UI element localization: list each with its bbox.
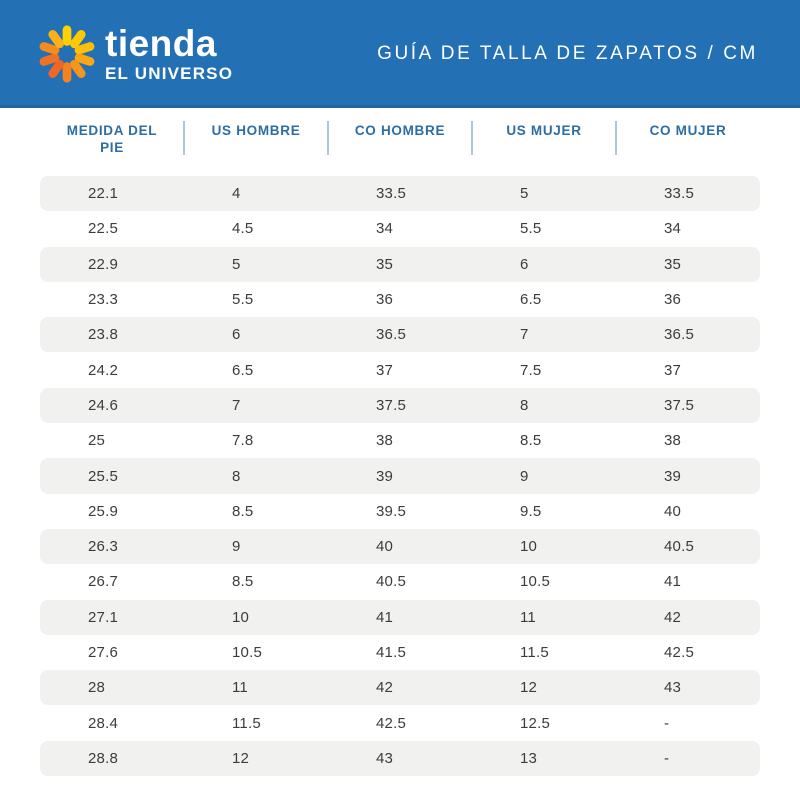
table-cell: 6 xyxy=(232,326,241,344)
table-row xyxy=(40,317,760,352)
table-cell: 4.5 xyxy=(232,220,254,238)
table-cell: 8 xyxy=(520,396,529,414)
table-cell: 8.5 xyxy=(232,502,254,520)
size-table xyxy=(0,108,800,776)
table-cell: 35 xyxy=(376,255,394,273)
table-cell: 25.5 xyxy=(88,467,118,485)
table-cell: 28.8 xyxy=(88,749,118,767)
table-cell: 22.9 xyxy=(88,255,118,273)
table-cell: 8.5 xyxy=(520,432,542,450)
table-cell: 7.5 xyxy=(520,361,542,379)
table-cell: 8.5 xyxy=(232,573,254,591)
table-cell: 27.1 xyxy=(88,608,118,626)
table-row xyxy=(40,494,760,529)
table-cell: 41.5 xyxy=(376,644,406,661)
table-row xyxy=(40,741,760,776)
table-row xyxy=(40,635,760,670)
table-row xyxy=(40,388,760,423)
table-cell: 10.5 xyxy=(232,644,262,661)
table-cell: 23.3 xyxy=(88,291,118,309)
table-cell: 37 xyxy=(664,361,682,379)
table-cell: 43 xyxy=(376,749,394,767)
table-cell: 28.4 xyxy=(88,714,118,732)
table-cell: 39 xyxy=(664,467,682,485)
table-row xyxy=(40,247,760,282)
brand-logo xyxy=(36,23,233,85)
table-cell: 5.5 xyxy=(232,291,254,309)
table-cell: 26.3 xyxy=(88,538,118,556)
table-cell: 40 xyxy=(376,538,394,556)
table-cell: 7 xyxy=(520,326,529,344)
table-cell: 24.6 xyxy=(88,396,118,414)
table-cell: 42 xyxy=(664,608,682,626)
table-cell: 36 xyxy=(664,291,682,309)
table-cell: 42 xyxy=(376,679,394,697)
table-cell: 12 xyxy=(232,749,250,767)
table-cell: - xyxy=(664,714,670,732)
table-cell: 9.5 xyxy=(520,502,542,520)
table-cell: 27.6 xyxy=(88,644,118,661)
table-cell: 22.1 xyxy=(88,185,118,203)
column-header-us-mujer: US MUJER xyxy=(472,120,616,160)
table-cell: 26.7 xyxy=(88,573,118,591)
table-cell: 40.5 xyxy=(664,538,694,556)
table-cell: 22.5 xyxy=(88,220,118,238)
table-row xyxy=(40,705,760,740)
table-cell: 9 xyxy=(520,467,529,485)
page-title: GUÍA DE TALLA DE ZAPATOS / CM xyxy=(377,43,758,64)
table-row xyxy=(40,352,760,387)
table-cell: 6 xyxy=(520,255,529,273)
table-cell: 41 xyxy=(376,608,394,626)
table-row xyxy=(40,529,760,564)
sunburst-icon xyxy=(36,23,98,85)
table-cell: 34 xyxy=(664,220,682,238)
table-cell: 23.8 xyxy=(88,326,118,344)
table-cell: 39 xyxy=(376,467,394,485)
column-header-co-mujer: CO MUJER xyxy=(616,120,760,160)
table-cell: 38 xyxy=(376,432,394,450)
table-cell: 34 xyxy=(376,220,394,238)
table-cell: 36.5 xyxy=(376,326,406,344)
table-cell: 28 xyxy=(88,679,106,697)
table-cell: 5 xyxy=(520,185,529,203)
table-cell: 6.5 xyxy=(520,291,542,309)
table-row xyxy=(40,458,760,493)
table-cell: 9 xyxy=(232,538,241,556)
table-cell: 42.5 xyxy=(376,714,406,732)
table-cell: 12.5 xyxy=(520,714,550,732)
table-cell: 12 xyxy=(520,679,538,697)
table-cell: 37 xyxy=(376,361,394,379)
table-cell: 24.2 xyxy=(88,361,118,379)
column-header-us-hombre: US HOMBRE xyxy=(184,120,328,160)
table-cell: 37.5 xyxy=(664,396,694,414)
table-cell: 13 xyxy=(520,749,538,767)
table-cell: 10 xyxy=(232,608,250,626)
table-cell: 33.5 xyxy=(664,185,694,203)
table-row xyxy=(40,670,760,705)
table-cell: 6.5 xyxy=(232,361,254,379)
table-cell: 11 xyxy=(232,679,248,697)
table-row xyxy=(40,176,760,211)
brand-subname: EL UNIVERSO xyxy=(105,63,234,83)
table-cell: 36.5 xyxy=(664,326,694,344)
table-cell: 11.5 xyxy=(232,714,261,732)
table-cell: - xyxy=(664,749,670,767)
table-row xyxy=(40,211,760,246)
table-cell: 10 xyxy=(520,538,538,556)
brand-name: tienda xyxy=(105,22,217,64)
column-header-co-hombre: CO HOMBRE xyxy=(328,120,472,160)
table-cell: 36 xyxy=(376,291,394,309)
table-cell: 25.9 xyxy=(88,502,118,520)
table-cell: 8 xyxy=(232,467,241,485)
table-row xyxy=(40,423,760,458)
table-cell: 7 xyxy=(232,396,241,414)
table-cell: 5 xyxy=(232,255,241,273)
table-cell: 38 xyxy=(664,432,682,450)
table-cell: 33.5 xyxy=(376,185,406,203)
table-cell: 11 xyxy=(520,608,536,626)
table-row xyxy=(40,282,760,317)
table-cell: 41 xyxy=(664,573,682,591)
table-cell: 39.5 xyxy=(376,502,406,520)
table-cell: 11.5 xyxy=(520,644,549,661)
table-cell: 10.5 xyxy=(520,573,550,591)
table-cell: 4 xyxy=(232,185,241,203)
table-cell: 35 xyxy=(664,255,682,273)
table-row xyxy=(40,600,760,635)
table-cell: 5.5 xyxy=(520,220,542,238)
header-bar xyxy=(0,0,800,108)
table-cell: 7.8 xyxy=(232,432,254,450)
table-cell: 43 xyxy=(664,679,682,697)
table-cell: 42.5 xyxy=(664,644,694,661)
table-cell: 25 xyxy=(88,432,106,450)
brand-wordmark xyxy=(105,22,234,84)
table-cell: 40.5 xyxy=(376,573,406,591)
column-header-medida-del-pie: MEDIDA DEL PIE xyxy=(66,123,158,155)
table-cell: 40 xyxy=(664,502,682,520)
table-cell: 37.5 xyxy=(376,396,406,414)
table-row xyxy=(40,564,760,599)
size-table-header xyxy=(40,120,760,160)
size-table-body xyxy=(40,176,760,776)
